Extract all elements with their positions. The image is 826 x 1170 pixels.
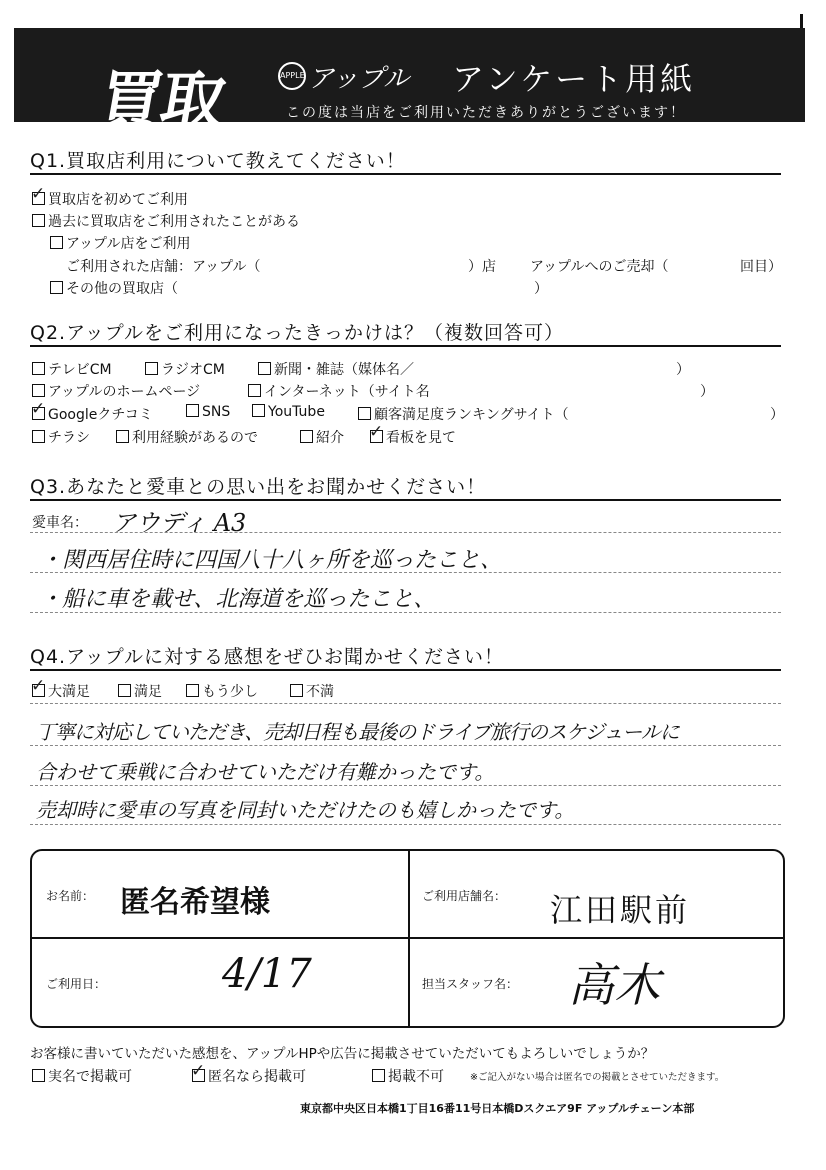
consent-question: お客様に書いていただいた感想を、アップルHPや広告に掲載させていただいてもよろしいでしょうか？ — [30, 1046, 655, 1062]
checkbox-icon[interactable] — [186, 684, 199, 697]
q1-store-suffix: ）店 — [468, 259, 496, 275]
q4-comment-2: 合わせて乗戦に合わせていただけ有難かったです。 — [36, 760, 495, 784]
q3-line — [30, 532, 781, 533]
q2-option-tv[interactable]: テレビCM — [32, 359, 112, 379]
checkbox-icon[interactable] — [50, 236, 63, 249]
q1-title: Q1.買取店利用について教えてください！ — [30, 150, 406, 172]
store-value: 江田駅前 — [550, 891, 691, 929]
q4-rule — [30, 669, 781, 671]
q3-line — [30, 612, 781, 613]
q3-memory-1: ・関西居住時に四国八十八ヶ所を巡ったこと、 — [40, 548, 503, 573]
checkbox-icon[interactable] — [290, 684, 303, 697]
staff-value: 高木 — [568, 958, 660, 1012]
checkbox-icon[interactable] — [32, 384, 45, 397]
q3-line — [30, 572, 781, 573]
q3-memory-2: ・船に車を載せ、北海道を巡ったこと、 — [40, 587, 436, 612]
survey-title: アンケート用紙 — [452, 60, 696, 98]
date-label: ご利用日： — [46, 977, 107, 991]
q2-option-ranking[interactable]: 顧客満足度ランキングサイト（ — [358, 404, 569, 424]
q2-rule — [30, 345, 781, 347]
q4-line — [30, 824, 781, 825]
checkbox-checked-icon[interactable] — [32, 684, 45, 697]
q2-ranking-close: ） — [770, 407, 784, 423]
checkbox-checked-icon[interactable] — [192, 1069, 205, 1082]
checkbox-icon[interactable] — [32, 1069, 45, 1082]
checkbox-icon[interactable] — [50, 281, 63, 294]
checkbox-checked-icon[interactable] — [32, 407, 45, 420]
q2-title: Q2.アップルをご利用になったきっかけは？（複数回答可） — [30, 322, 564, 344]
kaitori-logo: 買取 — [92, 65, 230, 139]
checkbox-icon[interactable] — [372, 1069, 385, 1082]
q3-car-label: 愛車名： — [32, 515, 88, 531]
q2-option-internet[interactable]: インターネット（サイト名 — [248, 381, 430, 401]
q4-option-unsatisfied[interactable]: 不満 — [290, 681, 334, 701]
checkbox-icon[interactable] — [32, 362, 45, 375]
info-divider — [408, 851, 410, 1026]
checkbox-icon[interactable] — [248, 384, 261, 397]
q3-car-name: アウディ A3 — [112, 509, 247, 537]
q1-option-apple-store[interactable]: アップル店をご利用 — [50, 233, 190, 253]
store-label: ご利用店舗名： — [422, 889, 507, 903]
brand-name: アップル — [308, 64, 410, 94]
name-value: 匿名希望様 — [120, 885, 270, 920]
q1-sales-count-label: アップルへのご売却（ — [530, 259, 669, 275]
customer-info-box — [30, 849, 785, 1028]
q4-comment-1: 丁寧に対応していただき、売却日程も最後のドライブ旅行のスケジュールに — [36, 720, 679, 744]
q2-option-flyer[interactable]: チラシ — [32, 427, 90, 447]
q2-option-homepage[interactable]: アップルのホームページ — [32, 381, 200, 401]
checkbox-icon[interactable] — [186, 404, 199, 417]
q1-other-close: ） — [534, 281, 548, 297]
q2-newspaper-close: ） — [676, 362, 690, 378]
checkbox-icon[interactable] — [32, 214, 45, 227]
q2-internet-close: ） — [700, 384, 714, 400]
checkbox-icon[interactable] — [358, 407, 371, 420]
q4-title: Q4.アップルに対する感想をぜひお聞かせください！ — [30, 646, 504, 668]
q4-option-very-satisfied[interactable]: ✓大満足 — [32, 681, 90, 701]
q3-title: Q3.あなたと愛車との思い出をお聞かせください！ — [30, 476, 487, 498]
staff-label: 担当スタッフ名： — [422, 977, 519, 991]
q2-option-experience[interactable]: 利用経験があるので — [116, 427, 258, 447]
header-banner — [14, 28, 805, 139]
q3-rule — [30, 499, 781, 501]
thanks-message: この度は当店をご利用いただきありがとうございます！ — [286, 105, 686, 121]
apple-logo-icon: APPLE — [278, 62, 306, 90]
checkbox-icon[interactable] — [118, 684, 131, 697]
q1-option-first-time[interactable]: ✓買取店を初めてご利用 — [32, 189, 188, 209]
q4-line — [30, 785, 781, 786]
checkbox-icon[interactable] — [252, 404, 265, 417]
q4-line — [30, 745, 781, 746]
q2-option-youtube[interactable]: YouTube — [252, 404, 325, 420]
consent-option-no[interactable]: 掲載不可 — [372, 1066, 444, 1086]
q1-store-used-label: ご利用された店舗：アップル（ — [66, 259, 261, 275]
q2-option-radio[interactable]: ラジオCM — [145, 359, 225, 379]
q2-option-sns[interactable]: SNS — [186, 404, 230, 420]
q4-line — [30, 703, 781, 704]
checkbox-icon[interactable] — [145, 362, 158, 375]
q2-option-newspaper[interactable]: 新聞・雑誌（媒体名／ — [258, 359, 414, 379]
consent-option-real-name[interactable]: 実名で掲載可 — [32, 1066, 132, 1086]
q1-option-other-store[interactable]: その他の買取店（ — [50, 278, 178, 298]
checkbox-checked-icon[interactable] — [32, 192, 45, 205]
q4-option-satisfied[interactable]: 満足 — [118, 681, 162, 701]
date-value: 4/17 — [222, 951, 312, 997]
checkbox-icon[interactable] — [300, 430, 313, 443]
q1-sales-suffix: 回目） — [740, 259, 782, 275]
checkbox-icon[interactable] — [116, 430, 129, 443]
consent-option-anonymous[interactable]: ✓ 匿名なら掲載可 — [192, 1066, 306, 1086]
name-label: お名前： — [46, 889, 95, 903]
q4-comment-3: 売却時に愛車の写真を同封いただけたのも嬉しかったです。 — [36, 798, 575, 822]
q2-option-signboard[interactable]: ✓ 看板を見て — [370, 427, 456, 447]
checkbox-checked-icon[interactable] — [370, 430, 383, 443]
footer-address: 東京都中央区日本橋1丁目16番11号日本橋Dスクエア9F アップルチェーン本部 — [300, 1102, 695, 1115]
checkbox-icon[interactable] — [258, 362, 271, 375]
q1-rule — [30, 173, 781, 175]
q4-option-more[interactable]: もう少し — [186, 681, 258, 701]
q1-option-used-before[interactable]: 過去に買取店をご利用されたことがある — [32, 211, 300, 231]
q2-option-google[interactable]: ✓Googleクチコミ — [32, 404, 153, 424]
q2-option-referral[interactable]: 紹介 — [300, 427, 344, 447]
consent-note: ※ご記入がない場合は匿名での掲載とさせていただきます。 — [470, 1072, 725, 1083]
checkbox-icon[interactable] — [32, 430, 45, 443]
